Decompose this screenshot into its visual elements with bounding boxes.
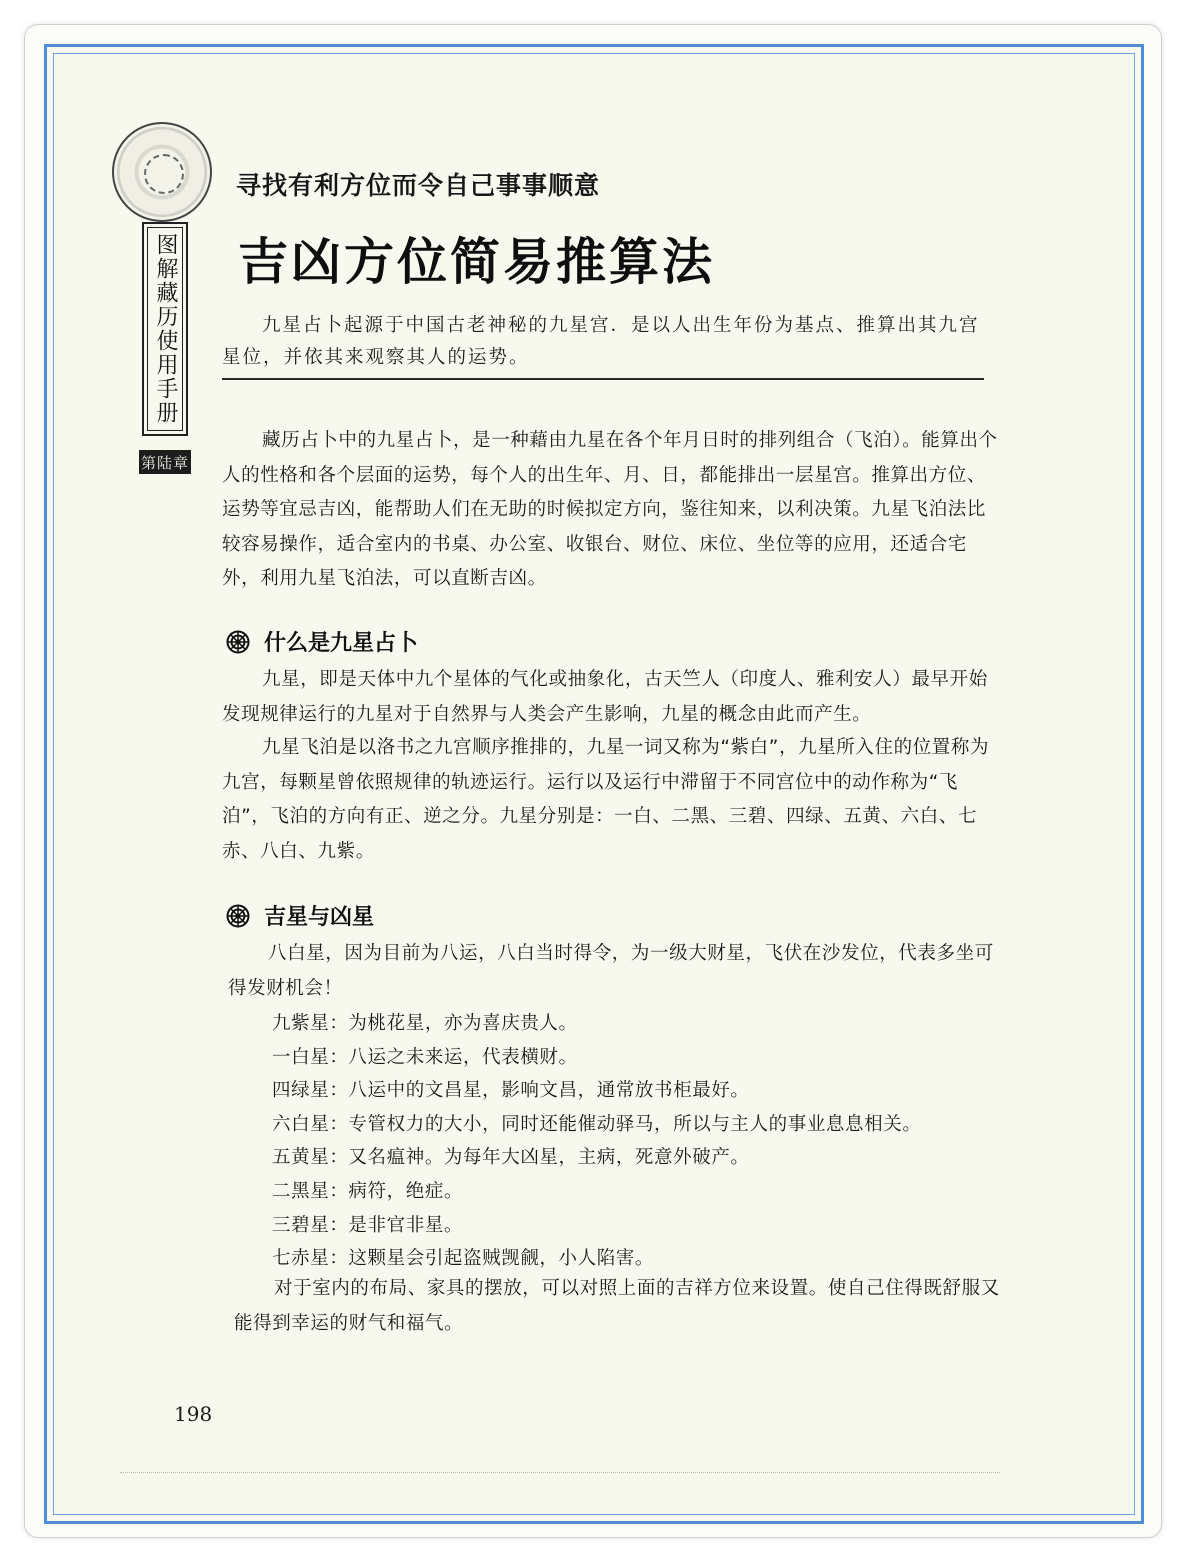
flower-bullet-icon — [226, 630, 250, 654]
page-number: 198 — [174, 1402, 213, 1426]
section-heading-label: 什么是九星占卜 — [264, 631, 419, 656]
intro-paragraph: 九星占卜起源于中国古老神秘的九星宫．是以人出生年份为基点、推算出其九宫星位，并依其来观察其人的运势。 — [222, 315, 980, 368]
section2-lead-paragraph: 八白星，因为目前为八运，八白当时得令，为一级大财星，飞伏在沙发位，代表多坐可得发财机会！ — [228, 943, 994, 999]
star-desc: 又名瘟神。为每年大凶星，主病，死意外破产。 — [348, 1147, 750, 1169]
star-name: 五黄星 — [272, 1147, 330, 1169]
star-desc: 为桃花星，亦为喜庆贵人。 — [348, 1013, 578, 1034]
page-subtitle: 寻找有利方位而令自己事事顺意 — [236, 171, 601, 200]
list-item: 一白星：八运之未来运，代表横财。 — [272, 1046, 578, 1068]
list-item: 三碧星：是非官非星。 — [272, 1214, 464, 1236]
star-name: 一白星 — [272, 1046, 330, 1068]
main-paragraph: 藏历占卜中的九星占卜，是一种藉由九星在各个年月日时的排列组合（飞泊）。能算出个人的性格和各个层面的运势，每个人的出生年、月、日，都能排出一层星宫。推算出方位、运势等宜忌吉凶，能帮助人们在无助的时候拟定方向，鉴往知来，以利决策。九星飞泊法比较容易操作，适合室内的书桌、办公室、收银台、财位、床位、坐位等的应用，还适合宅外，利用九星飞泊法，可以直断吉凶。 — [222, 430, 998, 589]
side-book-title: 图解藏历使用手册 — [153, 233, 178, 425]
star-name: 三碧星 — [272, 1214, 330, 1236]
section-heading-good-bad-stars — [226, 900, 374, 931]
list-item: 九紫星：为桃花星，亦为喜庆贵人。 — [272, 1013, 578, 1034]
side-banner-inner — [147, 227, 183, 431]
star-desc: 是非官非星。 — [348, 1214, 464, 1236]
side-banner — [142, 222, 188, 436]
section1-paragraph-1: 九星，即是天体中九个星体的气化或抽象化，古天竺人（印度人、雅利安人）最早开始发现规律运行的九星对于自然界与人类会产生影响，九星的概念由此而产生。 — [222, 669, 988, 725]
star-list — [272, 1007, 992, 1276]
list-item: 五黄星：又名瘟神。为每年大凶星，主病，死意外破产。 — [272, 1147, 750, 1169]
star-name: 七赤星 — [272, 1248, 330, 1270]
list-item: 七赤星：这颗星会引起盗贼觊觎，小人陷害。 — [272, 1248, 655, 1270]
intro-divider — [222, 378, 984, 380]
page-title: 吉凶方位简易推算法 — [238, 232, 715, 291]
star-name: 二黑星 — [272, 1180, 330, 1202]
star-desc: 病符，绝症。 — [348, 1180, 464, 1202]
flower-bullet-icon — [226, 904, 250, 928]
star-name: 四绿星 — [272, 1080, 330, 1102]
section1-paragraph-2: 九星飞泊是以洛书之九宫顺序推排的，九星一词又称为“紫白”，九星所入住的位置称为九宫，每颗星曾依照规律的轨迹运行。运行以及运行中滞留于不同宫位中的动作称为“飞泊”，飞泊的方向有正、逆之分。九星分别是：一白、二黑、三碧、四绿、五黄、六白、七赤、八白、九紫。 — [222, 737, 990, 862]
star-desc: 八运中的文昌星，影响文昌，通常放书柜最好。 — [348, 1080, 750, 1102]
star-name: 六白星 — [272, 1113, 330, 1135]
star-name: 九紫星 — [272, 1013, 330, 1034]
chapter-tab: 第陆章 — [139, 450, 191, 474]
star-desc: 这颗星会引起盗贼觊觎，小人陷害。 — [348, 1248, 655, 1270]
list-item: 二黑星：病符，绝症。 — [272, 1180, 464, 1202]
star-desc: 专管权力的大小，同时还能催动驿马，所以与主人的事业息息相关。 — [348, 1113, 922, 1135]
section-heading-what-is — [226, 626, 418, 657]
section-heading-label: 吉星与凶星 — [264, 905, 375, 930]
footer-divider — [120, 1472, 1000, 1473]
star-desc: 八运之未来运，代表横财。 — [348, 1046, 578, 1068]
list-item: 六白星：专管权力的大小，同时还能催动驿马，所以与主人的事业息息相关。 — [272, 1113, 922, 1135]
seal-ornament-icon — [112, 122, 212, 222]
closing-paragraph: 对于室内的布局、家具的摆放，可以对照上面的吉祥方位来设置。使自己住得既舒服又能得到幸运的财气和福气。 — [234, 1278, 1000, 1334]
list-item: 四绿星：八运中的文昌星，影响文昌，通常放书柜最好。 — [272, 1080, 750, 1102]
